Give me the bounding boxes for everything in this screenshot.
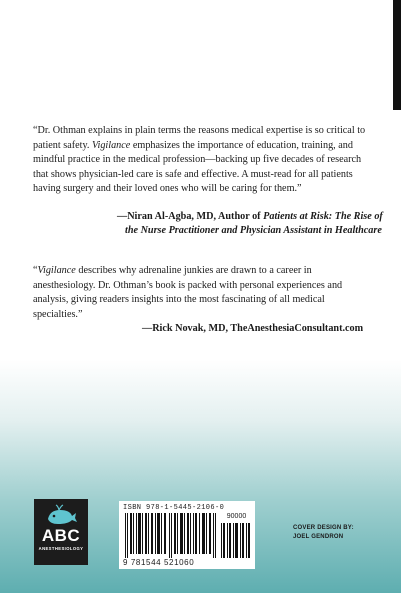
addon-barcode-bars: [221, 523, 251, 558]
attribution-name: —Niran Al-Agba, MD, Author of: [117, 211, 264, 222]
book-title-emphasis: Vigilance: [37, 265, 76, 276]
attribution-book-title: Patients at Risk: The Rise of the Nurse Practitioner and Physician Assistant in Healthcare: [125, 211, 383, 237]
whale-icon: [44, 504, 78, 526]
barcode-bars: [125, 513, 217, 558]
blurb-attribution-1: [117, 210, 385, 238]
blurb-quote-1: [33, 124, 369, 197]
isbn-barcode: [119, 501, 255, 569]
logo-tagline: ANESTHESIOLOGY: [38, 546, 84, 551]
price-addon-number: 90000: [226, 513, 247, 520]
cover-credit-label: COVER DESIGN BY:: [293, 525, 354, 531]
publisher-logo: [34, 499, 88, 565]
book-title-emphasis: Vigilance: [92, 139, 131, 151]
blurb-attribution-2: —Rick Novak, MD, TheAnesthesiaConsultant.com: [142, 323, 364, 334]
blurb-quote-2: [33, 264, 369, 322]
cover-credit-designer: JOEL GENDRON: [293, 534, 344, 540]
quote-text: describes why adrenaline junkies are drawn to a career in anesthesiology. Dr. Othman’s book is packed with personal experiences and analysis, giving readers insights into the most fascinating of all medical specialties.”: [33, 265, 343, 320]
quote-text: “: [33, 265, 38, 276]
cover-design-credit: [293, 524, 373, 542]
spine-edge-bar: [393, 0, 401, 110]
isbn-text: ISBN 978-1-5445-2106-0: [123, 504, 225, 512]
logo-wordmark: ABC: [41, 526, 81, 545]
barcode-number: 9 781544 521060: [123, 558, 195, 567]
quote-text: emphasizes the importance of education, training, and mindful practice in the medical profession—backing up five decades of research that shows physician-led care is safe and effective. A must-read for all patients having surgery and their loved ones who will be caring for them.”: [33, 139, 362, 195]
quote-text: “Dr. Othman explains in plain terms the reasons medical expertise is so critical to patient safety.: [33, 125, 366, 151]
